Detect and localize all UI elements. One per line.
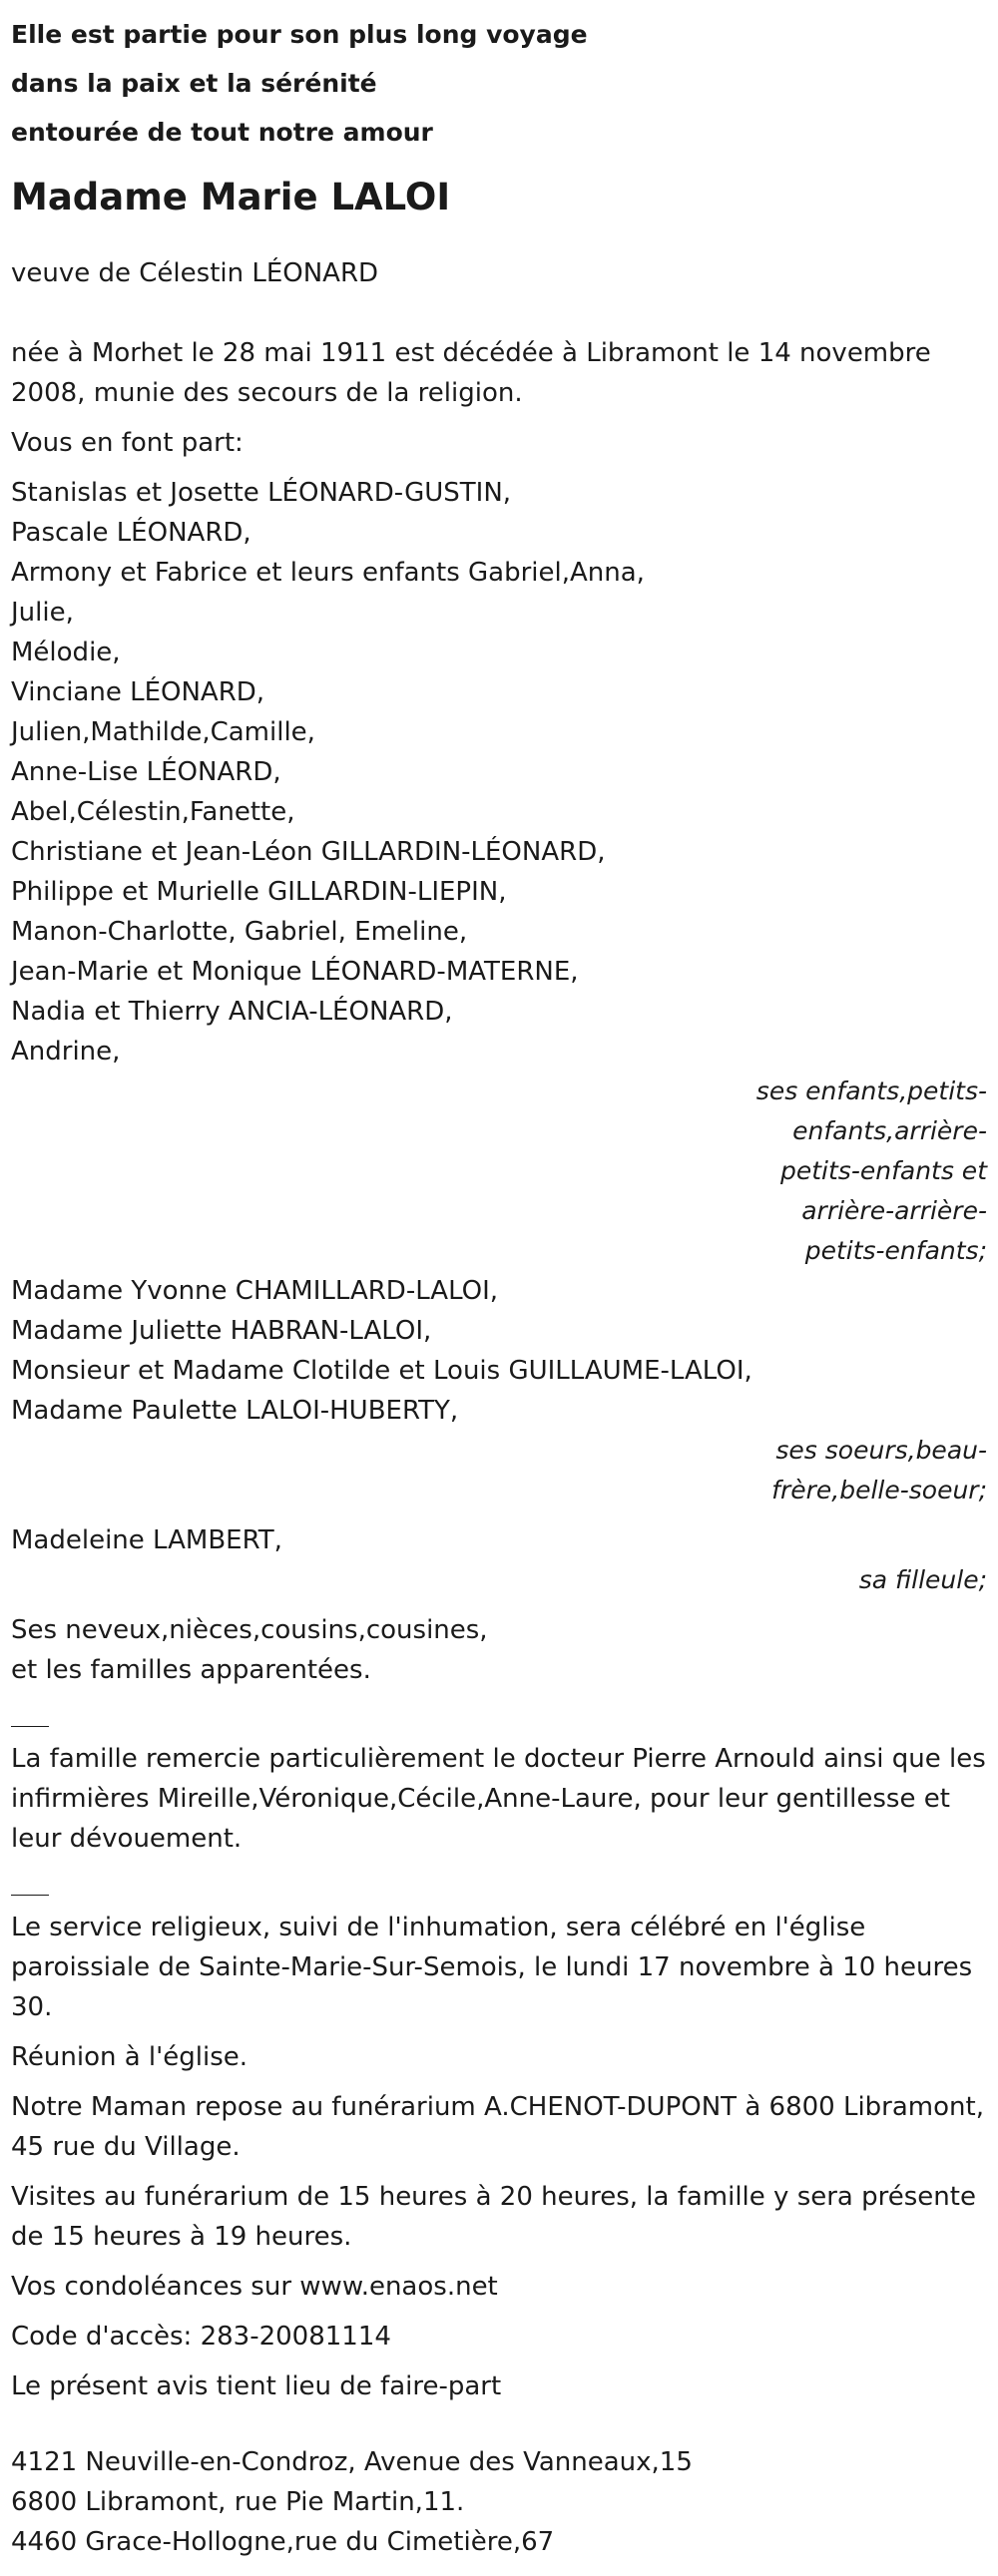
family-line: Andrine, — [11, 1037, 121, 1067]
condolences-text: Vos condoléances sur www.enaos.net — [11, 2272, 498, 2302]
siblings-relation: ses soeurs,beau-frère,belle-soeur; — [771, 1436, 987, 1504]
relatives-list — [11, 1610, 989, 1690]
goddaughter-line: Madeleine LAMBERT, — [11, 1525, 282, 1555]
epitaph-line: dans la paix et la sérénité — [11, 69, 377, 98]
family-line: et les familles apparentées. — [11, 1655, 371, 1685]
family-line: Philippe et Murielle GILLARDIN-LIEPIN, — [11, 877, 507, 907]
epitaph-line: entourée de tout notre amour — [11, 118, 433, 147]
section-divider — [11, 1895, 49, 1896]
family-line: Mélodie, — [11, 638, 121, 667]
epitaph — [11, 10, 989, 157]
family-line: Vinciane LÉONARD, — [11, 677, 265, 707]
family-line: Pascale LÉONARD, — [11, 518, 251, 548]
widow-line: veuve de Célestin LÉONARD — [11, 258, 379, 288]
announce-line: Vous en font part: — [11, 428, 244, 458]
addresses-list — [11, 2442, 989, 2562]
goddaughter-relation: sa filleule; — [858, 1565, 987, 1594]
family-line: Nadia et Thierry ANCIA-LÉONARD, — [11, 997, 453, 1027]
siblings-list — [11, 1271, 989, 1431]
children-list — [11, 473, 989, 1072]
family-line: Julie, — [11, 598, 74, 628]
family-line: Armony et Fabrice et leurs enfants Gabriel,Anna, — [11, 558, 645, 588]
family-line: Anne-Lise LÉONARD, — [11, 757, 281, 787]
family-line: Madame Paulette LALOI-HUBERTY, — [11, 1396, 459, 1426]
rest-text: Notre Maman repose au funérarium A.CHENOT-DUPONT à 6800 Libramont, 45 rue du Village. — [11, 2092, 984, 2162]
deceased-name: Madame Marie LALOI — [11, 176, 451, 218]
epitaph-line: Elle est partie pour son plus long voyage — [11, 20, 588, 49]
family-line: Christiane et Jean-Léon GILLARDIN-LÉONARD, — [11, 837, 606, 867]
children-relation: ses enfants,petits-enfants,arrière-petits-enfants et arrière-arrière-petits-enfants; — [755, 1076, 987, 1265]
family-line: Jean-Marie et Monique LÉONARD-MATERNE, — [11, 957, 579, 987]
birth-death-text: née à Morhet le 28 mai 1911 est décédée à Libramont le 14 novembre 2008, munie des secours de la religion. — [11, 338, 931, 408]
family-line: Julien,Mathilde,Camille, — [11, 717, 315, 747]
obituary-notice — [11, 0, 989, 2562]
family-line: Manon-Charlotte, Gabriel, Emeline, — [11, 917, 468, 947]
section-divider — [11, 1726, 49, 1727]
address-line: 6800 Libramont, rue Pie Martin,11. — [11, 2487, 465, 2517]
address-line: 4460 Grace-Hollogne,rue du Cimetière,67 — [11, 2527, 555, 2557]
meeting-text: Réunion à l'église. — [11, 2042, 249, 2072]
family-line: Madame Yvonne CHAMILLARD-LALOI, — [11, 1276, 499, 1306]
visits-text: Visites au funérarium de 15 heures à 20 heures, la famille y sera présente de 15 heures à 19 heures. — [11, 2182, 976, 2252]
family-line: Stanislas et Josette LÉONARD-GUSTIN, — [11, 478, 512, 508]
service-text: Le service religieux, suivi de l'inhumation, sera célébré en l'église paroissiale de Sainte-Marie-Sur-Semois, le lundi 17 novembre à 10 heures 30. — [11, 1913, 973, 2022]
family-line: Abel,Célestin,Fanette, — [11, 797, 295, 827]
thanks-text: La famille remercie particulièrement le docteur Pierre Arnould ainsi que les infirmières Mireille,Véronique,Cécile,Anne-Laure, pour leur gentillesse et leur dévouement. — [11, 1744, 986, 1854]
address-line: 4121 Neuville-en-Condroz, Avenue des Vanneaux,15 — [11, 2447, 693, 2477]
family-line: Ses neveux,nièces,cousins,cousines, — [11, 1615, 488, 1645]
notice-text: Le présent avis tient lieu de faire-part — [11, 2371, 502, 2401]
family-line: Madame Juliette HABRAN-LALOI, — [11, 1316, 432, 1346]
family-line: Monsieur et Madame Clotilde et Louis GUILLAUME-LALOI, — [11, 1356, 752, 1386]
access-code-text: Code d'accès: 283-20081114 — [11, 2322, 391, 2352]
